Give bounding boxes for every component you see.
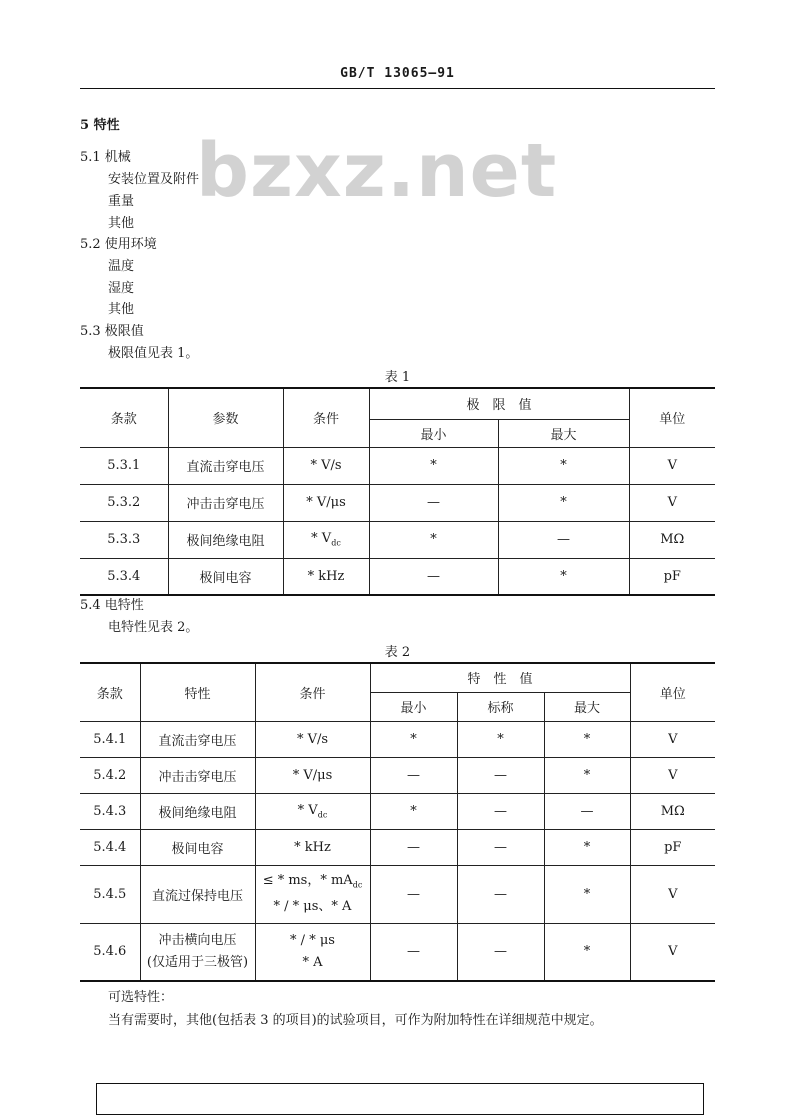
- cell-min: —: [370, 923, 457, 981]
- section-5-1-item: 安装位置及附件: [108, 172, 200, 187]
- table-2: [80, 662, 715, 982]
- cell-char: 极间电容: [140, 829, 255, 865]
- cell-max: *: [498, 484, 629, 521]
- cell-clause: 5.4.5: [80, 865, 140, 923]
- cell-min: —: [370, 865, 457, 923]
- table-2-header-clause: 条款: [80, 663, 140, 721]
- table-1-header-max: 最大: [498, 419, 629, 447]
- cell-clause: 5.4.6: [80, 923, 140, 981]
- cell-max: *: [544, 757, 630, 793]
- char-line-2: (仅适用于三极管): [146, 954, 249, 970]
- table-2-header-value: 特 性 值: [370, 663, 630, 692]
- cell-clause: 5.4.4: [80, 829, 140, 865]
- cell-nom: *: [457, 721, 544, 757]
- cell-min: —: [370, 829, 457, 865]
- section-5-4-note: 电特性见表 2。: [108, 620, 199, 635]
- table-row: [80, 757, 715, 793]
- cell-cond: * V/μs: [255, 757, 370, 793]
- cell-min: *: [369, 447, 498, 484]
- cell-param: 极间电容: [168, 558, 283, 595]
- table-1-header-param: 参数: [168, 388, 283, 447]
- optional-note-title: 可选特性：: [108, 990, 174, 1005]
- cell-char: [140, 923, 255, 981]
- table-row: [80, 829, 715, 865]
- cell-min: *: [370, 721, 457, 757]
- section-5-heading: 5 特性: [80, 118, 120, 133]
- table-1-caption: 表 1: [384, 370, 411, 385]
- table-row: [80, 923, 715, 981]
- cell-max: —: [544, 793, 630, 829]
- cell-unit: pF: [630, 829, 715, 865]
- cell-max: *: [544, 829, 630, 865]
- table-1-header-clause: 条款: [80, 388, 168, 447]
- section-5-3-heading: 5.3 极限值: [80, 324, 144, 339]
- cell-param: 冲击击穿电压: [168, 484, 283, 521]
- cell-clause: 5.3.1: [80, 447, 168, 484]
- cond-text: * V: [311, 531, 332, 547]
- cell-min: *: [370, 793, 457, 829]
- cell-cond: [255, 865, 370, 923]
- cell-nom: —: [457, 829, 544, 865]
- cell-clause: 5.3.2: [80, 484, 168, 521]
- cell-clause: 5.4.2: [80, 757, 140, 793]
- table-2-header-nom: 标称: [457, 692, 544, 721]
- table-row: [80, 447, 715, 484]
- table-2-caption: 表 2: [384, 645, 411, 660]
- table-1-header-min: 最小: [369, 419, 498, 447]
- cell-cond: [283, 521, 369, 558]
- header-rule: [80, 88, 715, 89]
- cond-text: * V: [297, 802, 318, 818]
- cell-cond: * V/μs: [283, 484, 369, 521]
- table-1-header-limit: 极 限 值: [369, 388, 629, 419]
- cell-max: *: [544, 865, 630, 923]
- cell-unit: V: [629, 447, 715, 484]
- cell-cond: * kHz: [283, 558, 369, 595]
- cond-line-2: * A: [302, 954, 323, 970]
- cell-char: 直流击穿电压: [140, 721, 255, 757]
- table-row: [80, 484, 715, 521]
- table-2-header-min: 最小: [370, 692, 457, 721]
- table-2-header-max: 最大: [544, 692, 630, 721]
- cell-unit: MΩ: [630, 793, 715, 829]
- section-5-3-note: 极限值见表 1。: [108, 346, 199, 361]
- cell-cond: * V/s: [283, 447, 369, 484]
- cell-unit: V: [630, 757, 715, 793]
- cell-cond: * kHz: [255, 829, 370, 865]
- table-1-header-cond: 条件: [283, 388, 369, 447]
- cell-clause: 5.4.1: [80, 721, 140, 757]
- section-5-4-heading: 5.4 电特性: [80, 598, 144, 613]
- optional-note-text: 当有需要时，其他(包括表 3 的项目)的试验项目，可作为附加特性在详细规范中规定。: [108, 1013, 603, 1028]
- table-row: [80, 558, 715, 595]
- cond-line-1: [256, 870, 370, 897]
- cell-cond: [255, 793, 370, 829]
- footer-frame: [96, 1083, 704, 1115]
- cell-max: —: [498, 521, 629, 558]
- section-5-2-item: 温度: [108, 259, 135, 274]
- cell-nom: —: [457, 793, 544, 829]
- section-5-2-item: 其他: [108, 302, 135, 317]
- section-5-2-heading: 5.2 使用环境: [80, 237, 157, 252]
- cell-char: 极间绝缘电阻: [140, 793, 255, 829]
- section-5-1-item: 其他: [108, 216, 135, 231]
- table-1-header-unit: 单位: [629, 388, 715, 447]
- section-5-1-item: 重量: [108, 194, 135, 209]
- cond-subscript: dc: [331, 538, 341, 548]
- cell-param: 直流击穿电压: [168, 447, 283, 484]
- table-row: [80, 793, 715, 829]
- cond-subscript: dc: [317, 810, 328, 820]
- cell-unit: V: [630, 865, 715, 923]
- cond-text: ≤ * ms，* mA: [262, 872, 353, 888]
- section-5-1-heading: 5.1 机械: [80, 150, 131, 165]
- cond-line-2: * / * μs、* A: [273, 899, 352, 915]
- cell-unit: V: [630, 721, 715, 757]
- cell-unit: MΩ: [629, 521, 715, 558]
- cell-max: *: [544, 923, 630, 981]
- cell-cond: [255, 923, 370, 981]
- cell-cond: * V/s: [255, 721, 370, 757]
- document-code: GB/T 13065—91: [340, 66, 455, 81]
- table-row: [80, 721, 715, 757]
- cell-nom: —: [457, 757, 544, 793]
- table-row: [80, 865, 715, 923]
- cond-subscript: dc: [352, 880, 363, 890]
- char-line-1: 冲击横向电压: [158, 932, 237, 948]
- table-2-header-unit: 单位: [630, 663, 715, 721]
- cell-char: 直流过保持电压: [140, 865, 255, 923]
- cell-max: *: [498, 558, 629, 595]
- section-5-2-item: 湿度: [108, 281, 135, 296]
- cell-param: 极间绝缘电阻: [168, 521, 283, 558]
- cell-nom: —: [457, 865, 544, 923]
- cell-char: 冲击击穿电压: [140, 757, 255, 793]
- cell-nom: —: [457, 923, 544, 981]
- cell-unit: pF: [629, 558, 715, 595]
- cell-unit: V: [630, 923, 715, 981]
- cell-clause: 5.4.3: [80, 793, 140, 829]
- cell-clause: 5.3.4: [80, 558, 168, 595]
- table-1: [80, 387, 715, 596]
- watermark: bzxz.net: [196, 128, 558, 214]
- cell-max: *: [544, 721, 630, 757]
- cell-min: —: [369, 484, 498, 521]
- cell-max: *: [498, 447, 629, 484]
- table-2-header-char: 特性: [140, 663, 255, 721]
- table-row: [80, 521, 715, 558]
- cell-min: —: [369, 558, 498, 595]
- cell-min: —: [370, 757, 457, 793]
- cell-unit: V: [629, 484, 715, 521]
- cell-clause: 5.3.3: [80, 521, 168, 558]
- cell-min: *: [369, 521, 498, 558]
- cond-line-1: * / * μs: [290, 932, 335, 948]
- table-2-header-cond: 条件: [255, 663, 370, 721]
